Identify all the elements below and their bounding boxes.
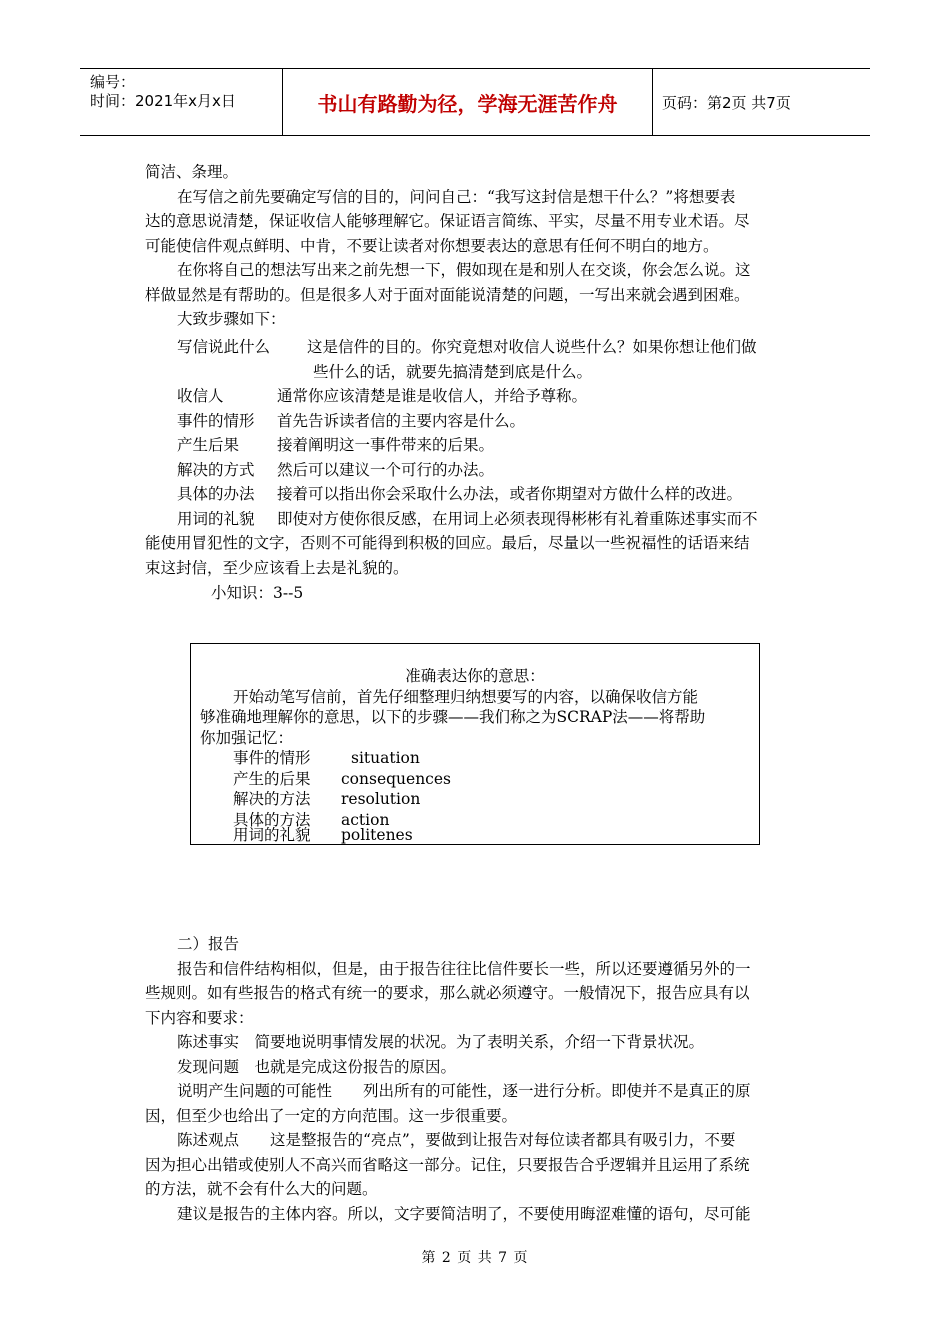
paragraph-line: 说明产生问题的可能性 列出所有的可能性，逐一进行分析。即使并不是真正的原 [177,1082,751,1100]
doc-number: 编号： [90,73,136,91]
box-term-cn: 事件的情形 [233,749,311,767]
paragraph-line: 陈述事实 简要地说明事情发展的状况。为了表明关系，介绍一下背景状况。 [177,1033,705,1051]
box-term-cn: 用词的礼貌 [233,826,311,844]
paragraph-line: 的方法，就不会有什么大的问题。 [145,1180,378,1198]
step-desc: 接着可以指出你会采取什么办法，或者你期望对方做什么样的改进。 [277,485,743,503]
box-term-en: politenes [341,826,413,844]
box-title: 准确表达你的意思： [405,667,545,685]
box-line: 够准确地理解你的意思，以下的步骤——我们称之为SCRAP法——将帮助 [200,708,706,726]
step-term: 产生后果 [177,436,240,454]
tip-label: 小知识：3--5 [211,584,304,602]
box-term-en: situation [351,749,420,767]
step-term: 具体的办法 [177,485,255,503]
box-term-cn: 产生的后果 [233,769,311,788]
header-table [80,68,870,136]
box-term-cn: 具体的方法 [233,810,311,829]
step-desc: 即使对方使你很反感，在用词上必须表现得彬彬有礼着重陈述事实而不 [277,509,758,528]
scrap-box [190,643,760,845]
paragraph-line: 建议是报告的主体内容。所以，文字要简洁明了，不要使用晦涩难懂的语句，尽可能 [177,1204,751,1223]
paragraph-line: 可能使信件观点鲜明、中肯，不要让读者对你想要表达的意思有任何不明白的地方。 [145,236,719,255]
section-heading: 二）报告 [177,935,240,953]
step-term: 写信说此什么 [177,338,271,356]
paragraph-line: 样做显然是有帮助的。但是很多人对于面对面能说清楚的问题，一写出来就会遇到困难。 [145,285,750,304]
paragraph-line: 达的意思说清楚，保证收信人能够理解它。保证语言简练、平实，尽量不用专业术语。尽 [145,212,750,230]
paragraph-line: 陈述观点 这是整报告的“亮点”，要做到让报告对每位读者都具有吸引力，不要 [177,1131,736,1149]
page-footer: 第 2 页 共 7 页 [421,1250,529,1266]
step-desc: 接着阐明这一事件带来的后果。 [277,436,495,454]
step-desc: 通常你应该清楚是谁是收信人，并给予尊称。 [277,387,588,405]
step-desc: 些什么的话，就要先搞清楚到底是什么。 [313,362,593,381]
paragraph-line: 在写信之前先要确定写信的目的，问问自己：“我写这封信是想干什么？”将想要表 [177,187,736,206]
paragraph-line: 报告和信件结构相似，但是，由于报告往往比信件要长一些，所以还要遵循另外的一 [177,959,751,978]
step-term: 事件的情形 [177,411,255,430]
paragraph-line: 简洁、条理。 [145,163,239,181]
header-page-info: 页码：第2页 共7页 [662,93,791,112]
paragraph-line: 下内容和要求： [145,1008,254,1027]
paragraph-line: 因为担心出错或使别人不高兴而省略这一部分。记住，只要报告合乎逻辑并且运用了系统 [145,1155,750,1174]
box-line: 你加强记忆： [200,728,294,747]
step-term: 解决的方式 [177,460,255,479]
header-motto: 书山有路勤为径，学海无涯苦作舟 [283,69,653,135]
box-term-en: resolution [341,790,421,808]
step-desc: 首先告诉读者信的主要内容是什么。 [277,411,526,430]
step-term: 收信人 [177,387,224,405]
step-term: 用词的礼貌 [177,509,255,528]
box-line: 开始动笔写信前，首先仔细整理归纳想要写的内容，以确保收信方能 [233,687,699,706]
step-desc: 然后可以建议一个可行的办法。 [277,460,495,479]
paragraph-line: 大致步骤如下： [177,310,286,328]
paragraph-line: 在你将自己的想法写出来之前先想一下，假如现在是和别人在交谈，你会怎么说。这 [177,261,751,279]
doc-date: 时间：2021年x月x日 [90,92,236,110]
paragraph-line: 能使用冒犯性的文字，否则不可能得到积极的回应。最后，尽量以一些祝福性的话语来结 [145,534,750,552]
box-term-en: action [341,810,390,829]
box-term-cn: 解决的方法 [233,790,311,808]
paragraph-line: 些规则。如有些报告的格式有统一的要求，那么就必须遵守。一般情况下，报告应具有以 [145,984,750,1002]
paragraph-line: 发现问题 也就是完成这份报告的原因。 [177,1057,457,1076]
step-desc: 这是信件的目的。你究竟想对收信人说些什么？如果你想让他们做 [307,338,757,356]
paragraph-line: 因，但至少也给出了一定的方向范围。这一步很重要。 [145,1106,518,1125]
box-term-en: consequences [341,769,451,788]
paragraph-line: 束这封信，至少应该看上去是礼貌的。 [145,558,409,577]
header-meta [80,69,283,135]
